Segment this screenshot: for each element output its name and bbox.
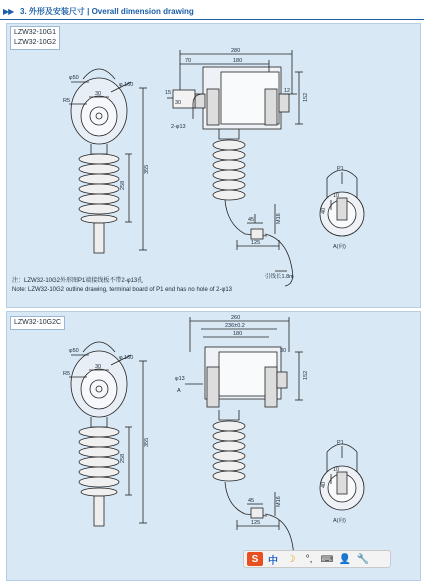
dim-355: 355 [144,164,150,174]
dim-phi160: φ 160 [119,82,134,88]
model-label: LZW32-10G2 [14,39,57,46]
dim-45: 45 [248,498,255,504]
chinese-mode-icon[interactable]: 中 [268,555,278,567]
note-cn: 注：LZW32-10G2外形图P1端接线板不带2-φ13孔 [12,278,144,284]
dim-125: 125 [251,520,261,526]
dim-10: 10 [333,467,340,473]
dim-30b: 30 [175,100,182,106]
a-direction-view [320,444,364,510]
insulator-sheds [79,417,119,496]
model-label: LZW32-10G1 [14,29,57,36]
header-rule [0,19,424,20]
dim-40: 40 [321,481,327,488]
section-arrows: ▶▶ [3,7,14,16]
dim-152: 152 [303,370,309,380]
sogou-logo-icon[interactable]: S [247,552,263,566]
dim-phi50: φ50 [69,75,79,81]
dim-45: 45 [248,217,255,223]
section-header [0,0,424,20]
dim-30: 30 [95,364,102,370]
dim-holes: 2-φ13 [171,124,186,130]
dim-a: A [177,388,181,394]
dim-12: 12 [284,88,291,94]
dim-r5: R5 [63,371,71,377]
dim-p1: P1 [337,166,344,172]
dim-125: 125 [251,240,261,246]
dim-70: 70 [185,58,192,64]
dim-40: 40 [321,207,327,214]
dim-r5: R5 [63,98,71,104]
lead-length-label: 引线长1.8m [265,274,294,280]
outline-drawing-2 [7,312,420,580]
insulator-sheds [79,144,119,223]
dim-355: 355 [144,437,150,447]
dim-phi13: φ13 [175,376,185,382]
dim-152: 152 [303,92,309,102]
dim-180: 180 [233,331,243,337]
half-width-moon-icon[interactable]: ☽ [286,553,296,565]
outline-drawing-1 [7,24,420,307]
dim-258: 258 [120,453,126,463]
side-view [167,50,303,286]
dim-236: 236±0.2 [225,323,245,329]
keyboard-icon[interactable]: ⌨ [320,553,334,564]
model-label: LZW32-10G2C [14,319,62,326]
dim-180: 180 [233,58,243,64]
dim-15: 15 [165,90,172,96]
section-title: 3. 外形及安装尺寸 | Overall dimension drawing [20,7,194,16]
drawing-panel-g2c [6,311,421,581]
dim-258: 258 [120,180,126,190]
view-a-label: A(向) [333,518,346,524]
dim-m16: M16 [276,213,282,224]
dim-phi50: φ50 [69,348,79,354]
ime-toolbar[interactable] [243,550,391,568]
dim-260: 260 [231,315,241,321]
dim-phi160: φ 160 [119,355,134,361]
dim-10: 10 [333,193,340,199]
dim-30: 30 [95,91,102,97]
a-direction-view [320,170,364,236]
dim-p1: P1 [337,440,344,446]
dim-30b: 30 [280,348,287,354]
view-a-label: A(向) [333,244,346,250]
settings-tool-icon[interactable]: 🔧 [356,553,370,565]
drawing-panel-g1-g2 [6,23,421,308]
dim-m16: M16 [276,496,282,507]
user-icon[interactable]: 👤 [338,553,352,565]
note-en: Note: LZW32-10G2 outline drawing, terminal board of P1 end has no hole of 2-φ13 [12,287,233,293]
punctuation-icon[interactable]: °, [305,553,313,565]
dim-280: 280 [231,48,241,54]
